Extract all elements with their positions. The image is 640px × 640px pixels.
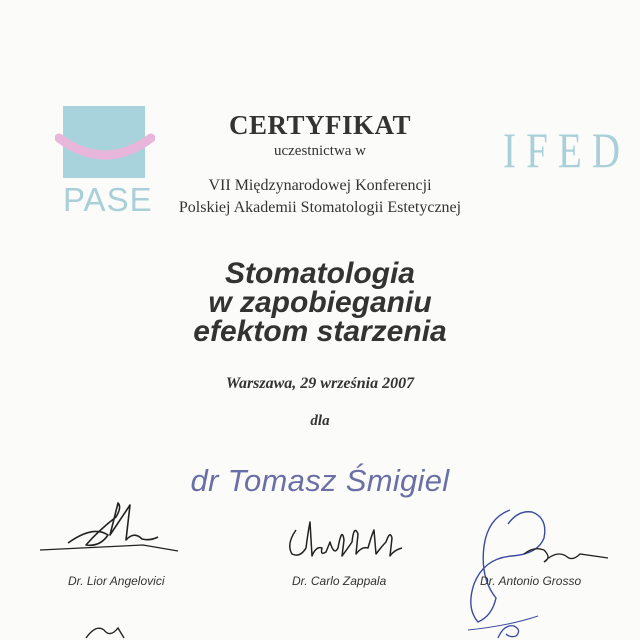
signature-5-partial [470, 620, 540, 640]
signature-3 [448, 498, 618, 638]
ifed-logo: IFED [503, 122, 631, 178]
conference-line-1: VII Międzynarodowej Konferencji [208, 177, 432, 194]
recipient-name: dr Tomasz Śmigiel [190, 463, 450, 498]
signatory-name-1: Dr. Lior Angelovici [68, 574, 165, 588]
conference-line-2: Polskiej Akademii Stomatologii Estetycznej [178, 199, 462, 216]
signatory-name-2: Dr. Carlo Zappala [292, 574, 387, 588]
signatory-name-3: Dr. Antonio Grosso [480, 574, 582, 588]
pase-logo-text: PASE [63, 181, 153, 218]
certificate-title: CERTYFIKAT [228, 110, 412, 140]
place-date: Warszawa, 29 września 2007 [225, 375, 415, 392]
certificate-subtitle: uczestnictwa w [273, 143, 367, 159]
topic-line-3: efektom starzenia [193, 315, 447, 348]
signature-2 [282, 512, 412, 567]
signature-1 [38, 495, 188, 565]
signature-4-partial [80, 622, 140, 640]
topic-line-2: w zapobieganiu [208, 286, 432, 319]
for-label: dla [310, 413, 330, 429]
topic-line-1: Stomatologia [224, 257, 415, 290]
